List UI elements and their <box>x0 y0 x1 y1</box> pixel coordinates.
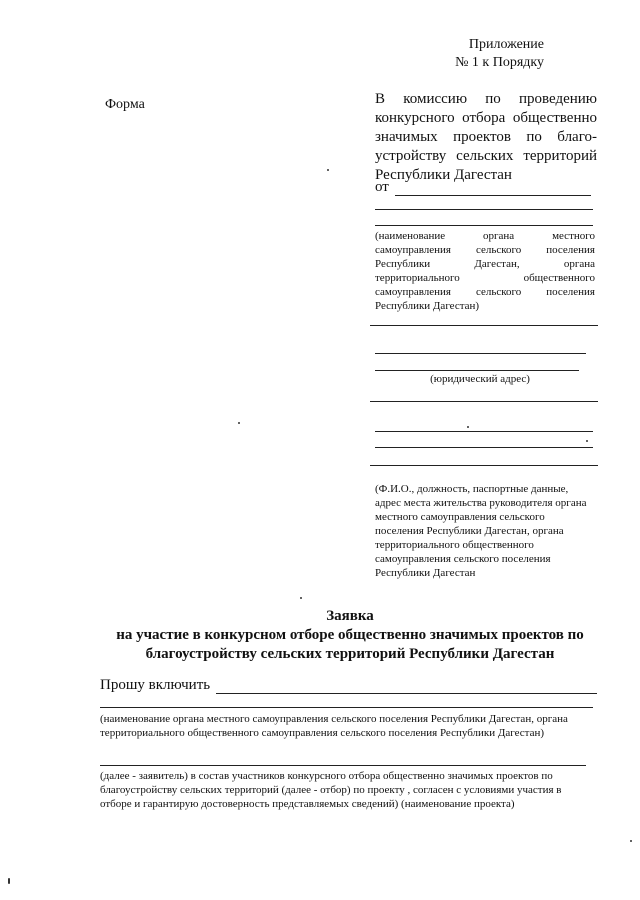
blank-line <box>375 225 593 226</box>
title-subheading-2: благоустройству сельских территорий Республики Дагестан <box>145 646 555 662</box>
request-body-text: (далее - заявитель) в состав участников конкурсного отбора общественно значимых проектов по благоустройству сельских территорий (далее - отбор) по проекту , согласен с условиями участия в отборе и гарантирую достоверность представляемых сведений) (наименование проекта) <box>100 770 562 810</box>
request-field <box>100 677 597 694</box>
request-org-note: (наименование органа местного самоуправления сельского поселения Республики Дагестан, органа территориального общественного самоуправления сельского поселения Республики Дагестан) <box>100 713 568 739</box>
request-blank-line <box>216 681 597 694</box>
org-name-note: (наименование органа местного самоуправления сельского поселения Республики Дагестан, органа территориального общественного самоуправления сельского поселения Республики Дагестан) <box>375 230 595 312</box>
blank-line <box>100 707 593 708</box>
appendix-number: № 1 к Порядку <box>455 55 544 70</box>
appendix-title: Приложение <box>468 37 544 52</box>
title-subheading-1: на участие в конкурсном отборе общественно значимых проектов по <box>116 627 584 643</box>
scan-speck <box>300 597 302 599</box>
from-label: от <box>375 179 389 195</box>
scan-speck <box>238 422 240 424</box>
document-title <box>0 607 640 664</box>
blank-line <box>375 209 593 210</box>
blank-line <box>375 370 579 371</box>
scan-speck <box>8 878 10 884</box>
addressee-block: В комиссию по проведению конкурсного отбора общественно значимых проектов по благо-устройству сельских территорий Республики Дагестан <box>375 91 597 183</box>
from-field <box>375 179 591 196</box>
from-blank-line <box>395 183 591 196</box>
blank-line <box>375 447 593 448</box>
scan-speck <box>630 840 632 842</box>
request-label: Прошу включить <box>100 677 211 693</box>
form-label: Форма <box>105 97 145 112</box>
scan-speck <box>586 440 588 442</box>
legal-address-note: (юридический адрес) <box>430 373 530 385</box>
blank-line <box>370 325 598 326</box>
scan-speck <box>467 426 469 428</box>
blank-line <box>370 465 598 466</box>
appendix-reference <box>455 36 544 72</box>
blank-line <box>100 765 586 766</box>
title-heading: Заявка <box>326 608 374 624</box>
scan-speck <box>327 169 329 171</box>
blank-line <box>375 431 593 432</box>
blank-line <box>370 401 598 402</box>
head-details-note: (Ф.И.О., должность, паспортные данные, адрес места жительства руководителя органа местного самоуправления сельского поселения Республики Дагестан, органа территориального общественного самоуправления сельского поселения Республики Дагестан <box>375 483 587 579</box>
blank-line <box>375 353 586 354</box>
